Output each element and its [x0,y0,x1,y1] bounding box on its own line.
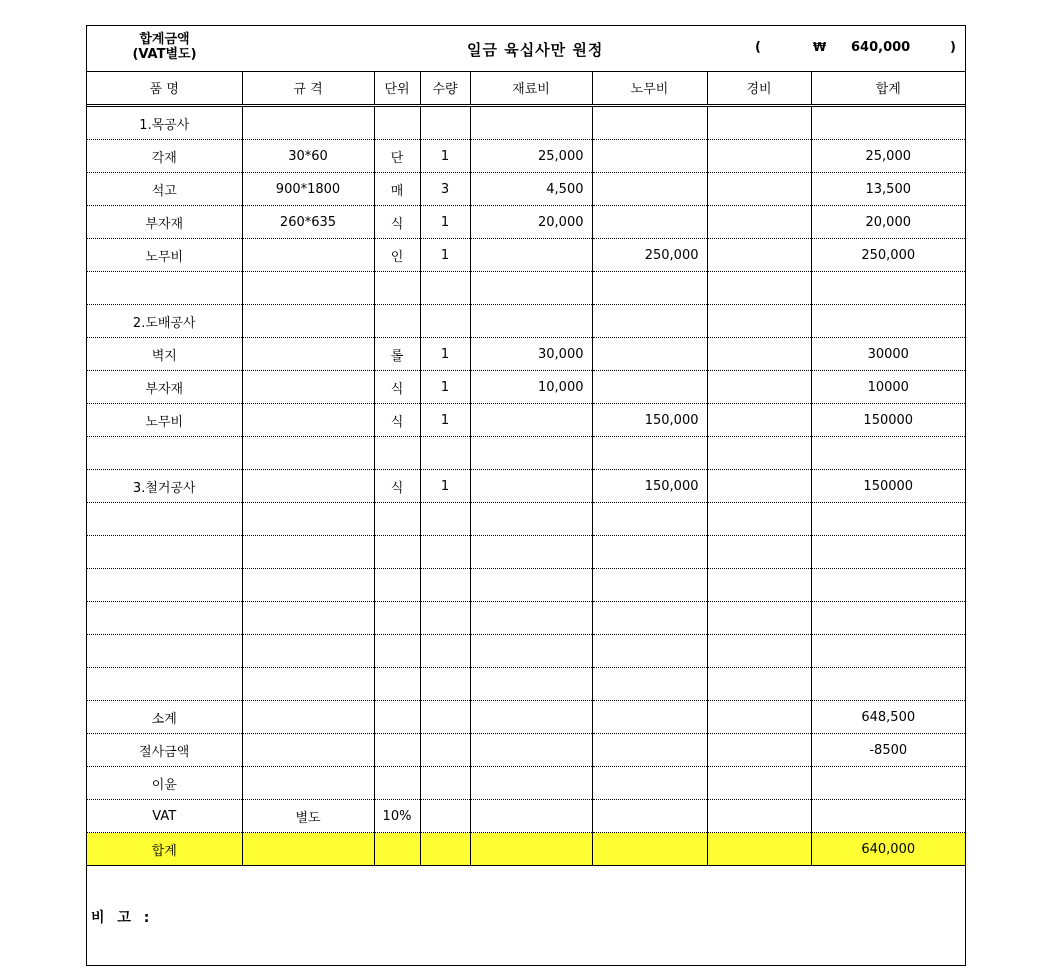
header-labor-cost: 노무비 [592,71,707,106]
amount-in-words: 일금 육십사만 원정 [467,41,604,59]
cell-material-cost[interactable]: 20,000 [470,206,592,239]
cell-unit[interactable] [374,437,420,470]
cell-labor-cost[interactable] [592,800,707,833]
cell-material-cost[interactable]: 30,000 [470,338,592,371]
cell-spec[interactable] [242,503,374,536]
cell-total[interactable]: 25,000 [811,140,965,173]
cell-labor-cost[interactable] [592,140,707,173]
cell-labor-cost[interactable] [592,173,707,206]
remarks-label: 비 고 : [91,910,154,926]
table-body [87,106,965,866]
cell-expense[interactable] [707,140,811,173]
header-expense: 경비 [707,71,811,106]
cell-material-cost[interactable] [470,404,592,437]
cell-quantity[interactable] [420,305,470,338]
cell-labor-cost[interactable] [592,305,707,338]
cell-spec[interactable]: 30*60 [242,140,374,173]
amount-paren-close: ) [950,40,956,55]
cell-item-name[interactable]: 벽지 [87,338,242,371]
cell-material-cost[interactable]: 10,000 [470,371,592,404]
cell-expense[interactable] [707,635,811,668]
cell-quantity[interactable] [420,272,470,305]
cell-unit[interactable] [374,569,420,602]
cell-spec[interactable] [242,305,374,338]
header-spec: 규 격 [242,71,374,106]
cell-total[interactable]: 150000 [811,470,965,503]
header-item-name: 품 명 [87,71,242,106]
cell-material-cost[interactable] [470,701,592,734]
table-row [87,470,965,503]
cell-labor-cost[interactable] [592,106,707,140]
cell-unit[interactable]: 단 [374,140,420,173]
cell-expense[interactable] [707,503,811,536]
estimate-sheet [86,25,966,966]
cell-total[interactable]: 20,000 [811,206,965,239]
table-row [87,536,965,569]
cell-spec[interactable] [242,734,374,767]
cell-expense[interactable] [707,206,811,239]
cell-spec[interactable] [242,635,374,668]
cell-total[interactable]: 250,000 [811,239,965,272]
cell-labor-cost[interactable] [592,602,707,635]
cell-expense[interactable] [707,437,811,470]
cell-item-name[interactable]: 절사금액 [87,734,242,767]
cell-quantity[interactable]: 1 [420,371,470,404]
cell-expense[interactable] [707,602,811,635]
cell-spec[interactable] [242,767,374,800]
cell-quantity[interactable]: 1 [420,404,470,437]
cell-unit[interactable] [374,734,420,767]
cell-labor-cost[interactable] [592,734,707,767]
cell-unit[interactable] [374,833,420,866]
table-row [87,371,965,404]
table-row [87,767,965,800]
cell-quantity[interactable] [420,833,470,866]
cell-expense[interactable] [707,106,811,140]
table-row [87,338,965,371]
cell-material-cost[interactable]: 4,500 [470,173,592,206]
table-row [87,437,965,470]
cell-expense[interactable] [707,338,811,371]
cell-item-name[interactable] [87,437,242,470]
cell-quantity[interactable]: 1 [420,206,470,239]
table-row [87,173,965,206]
table-row [87,206,965,239]
cell-expense[interactable] [707,470,811,503]
cell-expense[interactable] [707,668,811,701]
cell-item-name[interactable]: 2.도배공사 [87,305,242,338]
cell-spec[interactable] [242,106,374,140]
cell-quantity[interactable]: 1 [420,338,470,371]
cell-material-cost[interactable] [470,106,592,140]
cell-unit[interactable]: 식 [374,470,420,503]
cell-expense[interactable] [707,734,811,767]
cell-spec[interactable] [242,239,374,272]
table-header-row [87,71,965,106]
header-material-cost: 재료비 [470,71,592,106]
cell-unit[interactable] [374,602,420,635]
cell-unit[interactable] [374,305,420,338]
estimate-table [87,71,965,866]
cell-total[interactable] [811,272,965,305]
cell-total[interactable]: 13,500 [811,173,965,206]
cell-expense[interactable] [707,569,811,602]
cell-spec[interactable] [242,602,374,635]
cell-spec[interactable] [242,404,374,437]
cell-unit[interactable]: 매 [374,173,420,206]
cell-spec[interactable] [242,536,374,569]
cell-spec[interactable] [242,701,374,734]
cell-expense[interactable] [707,767,811,800]
cell-item-name[interactable] [87,602,242,635]
table-row [87,602,965,635]
cell-item-name[interactable]: 3.철거공사 [87,470,242,503]
cell-item-name[interactable] [87,569,242,602]
cell-quantity[interactable] [420,767,470,800]
cell-total[interactable] [811,437,965,470]
table-row [87,239,965,272]
cell-total[interactable] [811,602,965,635]
cell-spec[interactable] [242,470,374,503]
cell-labor-cost[interactable]: 150,000 [592,470,707,503]
table-row [87,734,965,767]
cell-quantity[interactable] [420,106,470,140]
cell-total[interactable] [811,503,965,536]
cell-total[interactable]: 150000 [811,404,965,437]
cell-labor-cost[interactable] [592,371,707,404]
cell-expense[interactable] [707,371,811,404]
total-row [87,833,965,866]
cell-total[interactable] [811,767,965,800]
cell-spec[interactable] [242,437,374,470]
total-amount-label [87,32,242,62]
cell-material-cost[interactable] [470,668,592,701]
table-row [87,701,965,734]
cell-item-name[interactable] [87,635,242,668]
cell-item-name[interactable]: 각재 [87,140,242,173]
cell-unit[interactable] [374,503,420,536]
cell-material-cost[interactable] [470,833,592,866]
cell-unit[interactable]: 식 [374,206,420,239]
cell-quantity[interactable] [420,635,470,668]
cell-item-name[interactable]: 노무비 [87,404,242,437]
cell-labor-cost[interactable] [592,767,707,800]
cell-labor-cost[interactable] [592,503,707,536]
cell-item-name[interactable]: VAT [87,800,242,833]
cell-quantity[interactable]: 1 [420,140,470,173]
header-unit: 단위 [374,71,420,106]
table-row [87,635,965,668]
cell-total[interactable] [811,536,965,569]
cell-labor-cost[interactable] [592,272,707,305]
cell-total[interactable] [811,635,965,668]
cell-material-cost[interactable] [470,800,592,833]
cell-material-cost[interactable] [470,272,592,305]
cell-total[interactable]: 10000 [811,371,965,404]
cell-unit[interactable] [374,767,420,800]
header-quantity: 수량 [420,71,470,106]
cell-expense[interactable] [707,800,811,833]
summary-header [87,26,965,72]
cell-expense[interactable] [707,701,811,734]
cell-item-name[interactable] [87,536,242,569]
won-currency-icon: ₩ [813,40,827,54]
cell-unit[interactable] [374,272,420,305]
cell-material-cost[interactable]: 25,000 [470,140,592,173]
cell-material-cost[interactable] [470,437,592,470]
cell-total[interactable] [811,569,965,602]
cell-quantity[interactable]: 1 [420,470,470,503]
cell-quantity[interactable] [420,602,470,635]
cell-unit[interactable]: 식 [374,404,420,437]
cell-item-name[interactable]: 소계 [87,701,242,734]
cell-spec[interactable] [242,668,374,701]
cell-total[interactable]: 30000 [811,338,965,371]
cell-expense[interactable] [707,272,811,305]
cell-material-cost[interactable] [470,536,592,569]
cell-labor-cost[interactable] [592,437,707,470]
cell-material-cost[interactable] [470,305,592,338]
cell-material-cost[interactable] [470,767,592,800]
cell-quantity[interactable] [420,734,470,767]
cell-unit[interactable]: 10% [374,800,420,833]
cell-labor-cost[interactable] [592,206,707,239]
cell-unit[interactable]: 식 [374,371,420,404]
cell-material-cost[interactable] [470,503,592,536]
cell-material-cost[interactable] [470,470,592,503]
cell-labor-cost[interactable] [592,338,707,371]
header-total: 합계 [811,71,965,106]
table-row [87,106,965,140]
cell-spec[interactable]: 260*635 [242,206,374,239]
cell-unit[interactable] [374,106,420,140]
cell-spec[interactable] [242,371,374,404]
cell-item-name[interactable]: 부자재 [87,371,242,404]
cell-labor-cost[interactable] [592,635,707,668]
cell-expense[interactable] [707,833,811,866]
total-amount-label-line2: (VAT별도) [132,47,197,62]
cell-spec[interactable] [242,833,374,866]
cell-item-name[interactable]: 이윤 [87,767,242,800]
cell-total[interactable] [811,106,965,140]
cell-item-name[interactable] [87,668,242,701]
cell-labor-cost[interactable]: 250,000 [592,239,707,272]
cell-labor-cost[interactable] [592,569,707,602]
amount-figure: 640,000 [851,40,911,55]
table-row [87,668,965,701]
cell-labor-cost[interactable] [592,833,707,866]
table-row [87,569,965,602]
cell-quantity[interactable] [420,800,470,833]
cell-item-name[interactable]: 부자재 [87,206,242,239]
cell-material-cost[interactable] [470,635,592,668]
cell-item-name[interactable] [87,503,242,536]
cell-quantity[interactable] [420,701,470,734]
cell-labor-cost[interactable] [592,668,707,701]
cell-total[interactable]: 648,500 [811,701,965,734]
cell-item-name[interactable] [87,272,242,305]
cell-expense[interactable] [707,173,811,206]
table-row [87,140,965,173]
cell-quantity[interactable] [420,569,470,602]
cell-unit[interactable] [374,701,420,734]
cell-material-cost[interactable] [470,602,592,635]
table-row [87,404,965,437]
cell-quantity[interactable]: 1 [420,239,470,272]
cell-spec[interactable]: 900*1800 [242,173,374,206]
amount-paren-open: ( [755,40,761,55]
cell-spec[interactable] [242,569,374,602]
cell-item-name[interactable]: 1.목공사 [87,106,242,140]
cell-quantity[interactable] [420,503,470,536]
cell-quantity[interactable]: 3 [420,173,470,206]
table-row [87,305,965,338]
cell-item-name[interactable]: 합계 [87,833,242,866]
cell-total[interactable]: 640,000 [811,833,965,866]
cell-labor-cost[interactable]: 150,000 [592,404,707,437]
cell-spec[interactable] [242,272,374,305]
cell-expense[interactable] [707,305,811,338]
cell-material-cost[interactable] [470,569,592,602]
cell-quantity[interactable] [420,536,470,569]
cell-total[interactable] [811,800,965,833]
cell-quantity[interactable] [420,668,470,701]
cell-material-cost[interactable] [470,239,592,272]
cell-total[interactable] [811,668,965,701]
cell-quantity[interactable] [420,437,470,470]
cell-unit[interactable] [374,668,420,701]
table-row [87,800,965,833]
cell-unit[interactable] [374,536,420,569]
cell-total[interactable] [811,305,965,338]
cell-item-name[interactable]: 석고 [87,173,242,206]
cell-labor-cost[interactable] [592,701,707,734]
cell-spec[interactable]: 별도 [242,800,374,833]
total-amount-label-line1: 합계금액 [139,32,190,47]
table-row [87,503,965,536]
cell-expense[interactable] [707,536,811,569]
cell-item-name[interactable]: 노무비 [87,239,242,272]
cell-expense[interactable] [707,239,811,272]
cell-unit[interactable]: 롤 [374,338,420,371]
cell-spec[interactable] [242,338,374,371]
cell-material-cost[interactable] [470,734,592,767]
cell-total[interactable]: -8500 [811,734,965,767]
cell-labor-cost[interactable] [592,536,707,569]
cell-expense[interactable] [707,404,811,437]
table-row [87,272,965,305]
cell-unit[interactable] [374,635,420,668]
cell-unit[interactable]: 인 [374,239,420,272]
